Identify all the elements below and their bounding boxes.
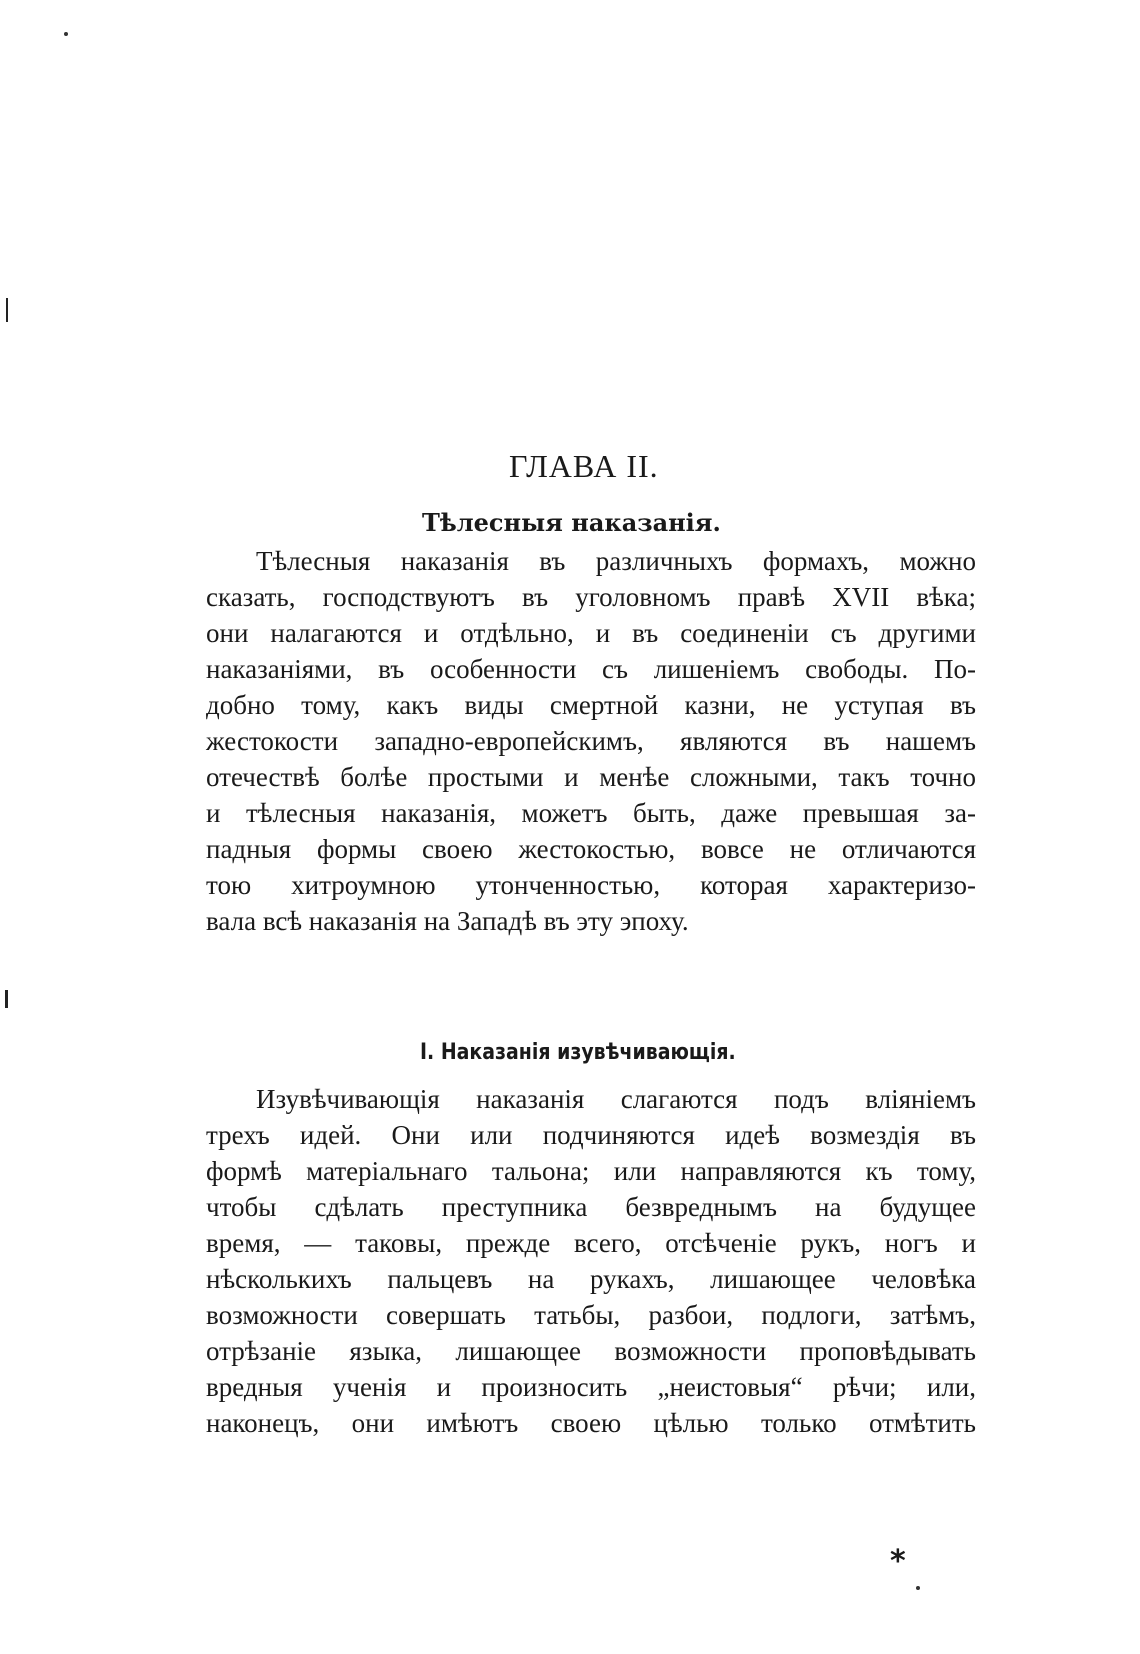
paragraph-line: Тѣлесныя наказанія въ различныхъ формахъ, можно	[256, 546, 976, 576]
chapter-subtitle: Тѣлесныя наказанія.	[422, 508, 721, 537]
scan-edge-mark-middle	[5, 990, 8, 1008]
paragraph-line: чтобы сдѣлать преступника безвреднымъ на будущее	[206, 1192, 976, 1222]
scan-edge-mark-top	[6, 298, 8, 322]
paragraph-line: отрѣзаніе языка, лишающее возможности проповѣдывать	[206, 1336, 976, 1366]
paragraph-line: время, — таковы, прежде всего, отсѣченіе рукъ, ногъ и	[206, 1228, 976, 1258]
paragraph-line: наказаніями, въ особенности съ лишеніемъ свободы. По-	[206, 654, 976, 684]
paragraph-line: возможности совершать татьбы, разбои, подлоги, затѣмъ,	[206, 1300, 976, 1330]
paragraph-line: вала всѣ наказанія на Западѣ въ эту эпоху.	[206, 906, 689, 936]
paragraph-line: падныя формы своею жестокостью, вовсе не отличаются	[206, 834, 976, 864]
paragraph-line: наконецъ, они имѣютъ своею цѣлью только отмѣтить	[206, 1408, 976, 1438]
paragraph-line: тою хитроумною утонченностью, которая характеризо-	[206, 870, 976, 900]
dust-speck	[916, 1586, 920, 1590]
section-title: I. Наказанія изувѣчивающія.	[420, 1040, 736, 1065]
paragraph-line: трехъ идей. Они или подчиняются идеѣ возмездія въ	[206, 1120, 976, 1150]
paragraph-line: добно тому, какъ виды смертной казни, не уступая въ	[206, 690, 976, 720]
paragraph-line: жестокости западно-европейскимъ, являются въ нашемъ	[206, 726, 976, 756]
dust-speck	[64, 32, 68, 36]
paragraph-line: отечествѣ болѣе простыми и менѣе сложными, такъ точно	[206, 762, 976, 792]
paragraph-line: формѣ матеріальнаго тальона; или направляются къ тому,	[206, 1156, 976, 1186]
paragraph-line: вредныя ученія и произносить „неистовыя“ рѣчи; или,	[206, 1372, 976, 1402]
paragraph-line: сказать, господствуютъ въ уголовномъ правѣ XVII вѣка;	[206, 582, 976, 612]
paragraph-line: Изувѣчивающія наказанія слагаются подъ вліяніемъ	[256, 1084, 976, 1114]
paragraph-line: нѣсколькихъ пальцевъ на рукахъ, лишающее человѣка	[206, 1264, 976, 1294]
paragraph-line: они налагаются и отдѣльно, и въ соединеніи съ другими	[206, 618, 976, 648]
paragraph-line: и тѣлесныя наказанія, можетъ быть, даже превышая за-	[206, 798, 976, 828]
signature-mark: *	[890, 1544, 906, 1579]
chapter-title: ГЛАВА II.	[509, 448, 659, 484]
